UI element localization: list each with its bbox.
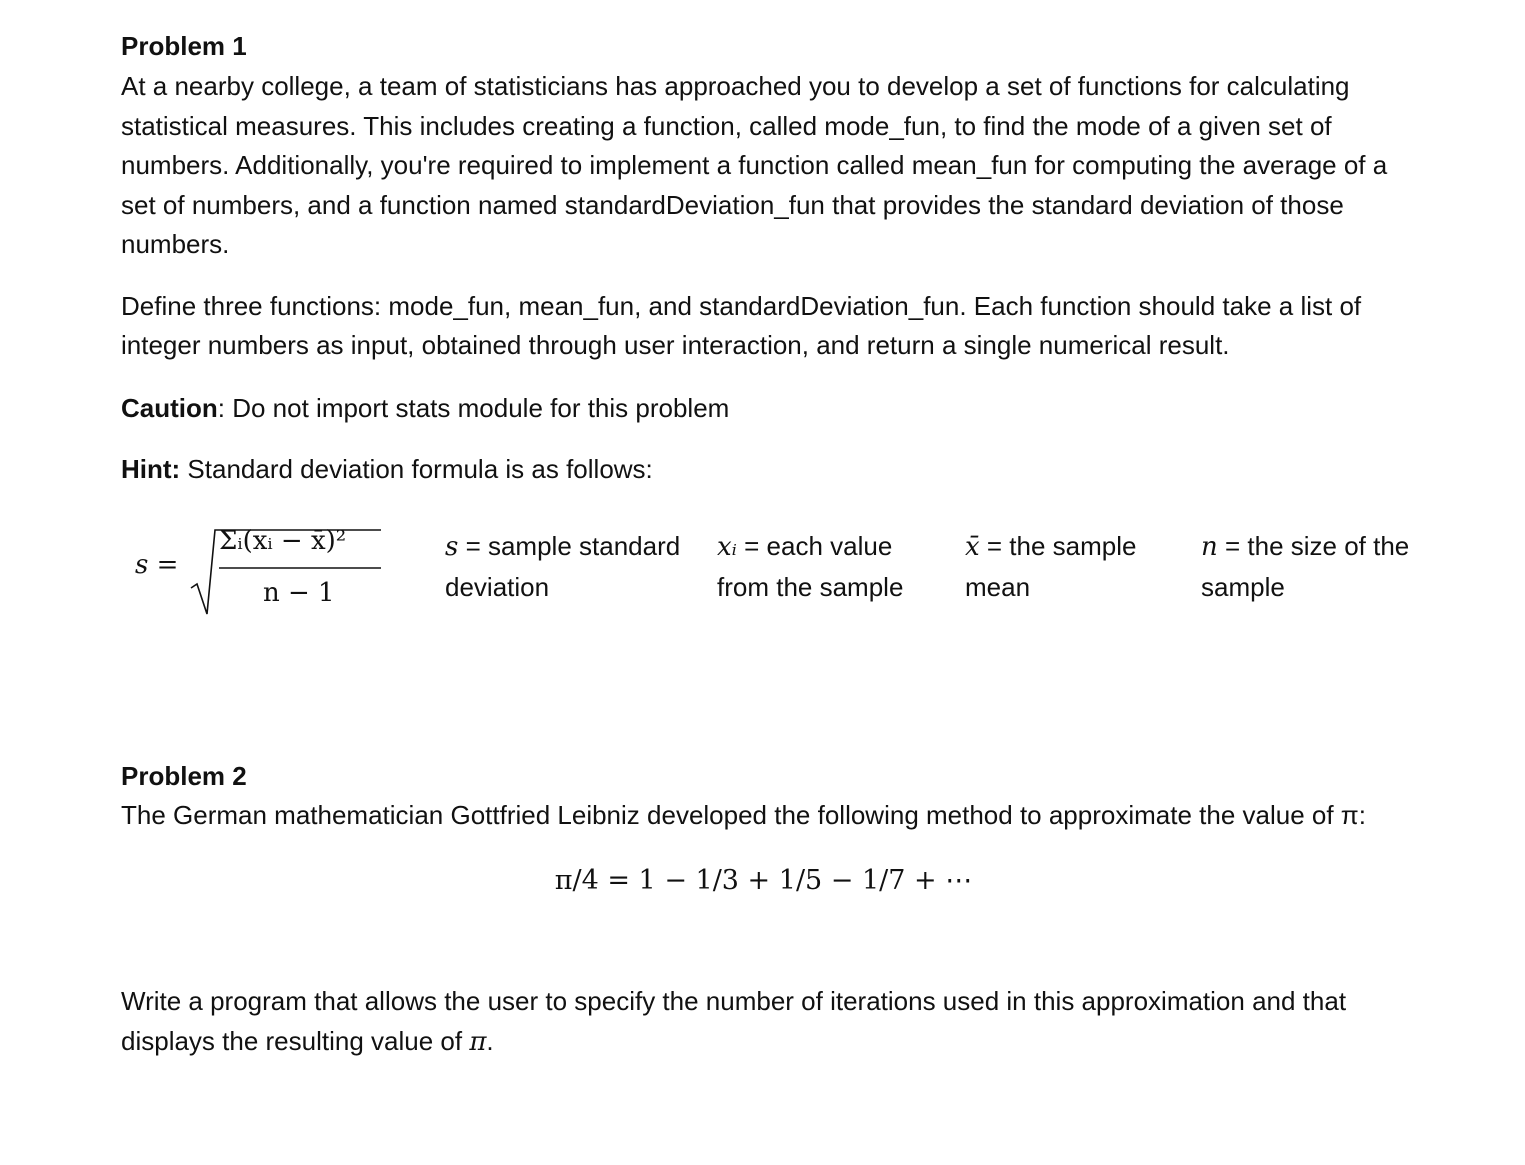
caution-label: Caution xyxy=(121,392,218,423)
problem-2-instructions xyxy=(121,982,1421,1062)
definition-xi-text: = each value from the sample xyxy=(717,530,904,602)
document-page xyxy=(121,28,1421,1062)
definition-n xyxy=(1201,526,1421,607)
definition-xbar-symbol: x̄ xyxy=(965,531,980,562)
problem-2-title: Problem 2 xyxy=(121,760,247,791)
formula-numerator: Σᵢ(xᵢ − x̄)² xyxy=(219,525,347,556)
problem-2-section xyxy=(121,758,1421,1063)
hint-line xyxy=(121,450,1421,490)
problem-2-instructions-end: . xyxy=(486,1025,494,1056)
problem-1-section xyxy=(121,28,1421,636)
caution-line xyxy=(121,389,1421,429)
definition-s xyxy=(445,526,695,607)
problem-1-body: At a nearby college, a team of statisticians has approached you to develop a set of functions for calculating statistical measures. This includes creating a function, called mode_fun, to find the mode of a given set of numbers. Additionally, you're required to implement a function called mean_fun for computing the average of a set of numbers, and a function named standardDeviation_fun that provides the standard deviation of those numbers. xyxy=(121,71,1388,259)
definition-s-symbol: s xyxy=(445,531,459,562)
formula-lhs: s = xyxy=(135,549,179,580)
definition-n-text: = the size of the sample xyxy=(1201,530,1410,602)
hint-text: Standard deviation formula is as follows: xyxy=(180,454,653,484)
std-dev-formula xyxy=(135,516,395,626)
hint-label: Hint: xyxy=(121,454,181,484)
definition-xbar-text: = the sample mean xyxy=(965,530,1137,602)
problem-2-instructions-text: Write a program that allows the user to specify the number of iterations used in this approximation and that displays the resulting value of xyxy=(121,986,1347,1056)
problem-2-body: The German mathematician Gottfried Leibniz developed the following method to approximate the value of π: xyxy=(121,799,1366,830)
definition-n-symbol: n xyxy=(1201,531,1218,562)
definition-s-text: = sample standard deviation xyxy=(445,530,681,602)
problem-1-define: Define three functions: mode_fun, mean_fun, and standardDeviation_fun. Each function should take a list of integer numbers as input, obtained through user interaction, and return a single numerical result. xyxy=(121,290,1362,360)
definition-xi-symbol: xᵢ xyxy=(717,531,737,562)
leibniz-formula: π/4 = 1 − 1/3 + 1/5 − 1/7 + ⋯ xyxy=(554,865,973,896)
problem-1-title: Problem 1 xyxy=(121,31,247,61)
caution-text: : Do not import stats module for this problem xyxy=(217,392,730,423)
pi-symbol: π xyxy=(469,1026,487,1057)
definition-xbar xyxy=(965,526,1185,607)
definition-xi xyxy=(717,526,947,607)
formula-denominator: n − 1 xyxy=(263,577,335,608)
std-dev-formula-row xyxy=(121,516,1421,636)
